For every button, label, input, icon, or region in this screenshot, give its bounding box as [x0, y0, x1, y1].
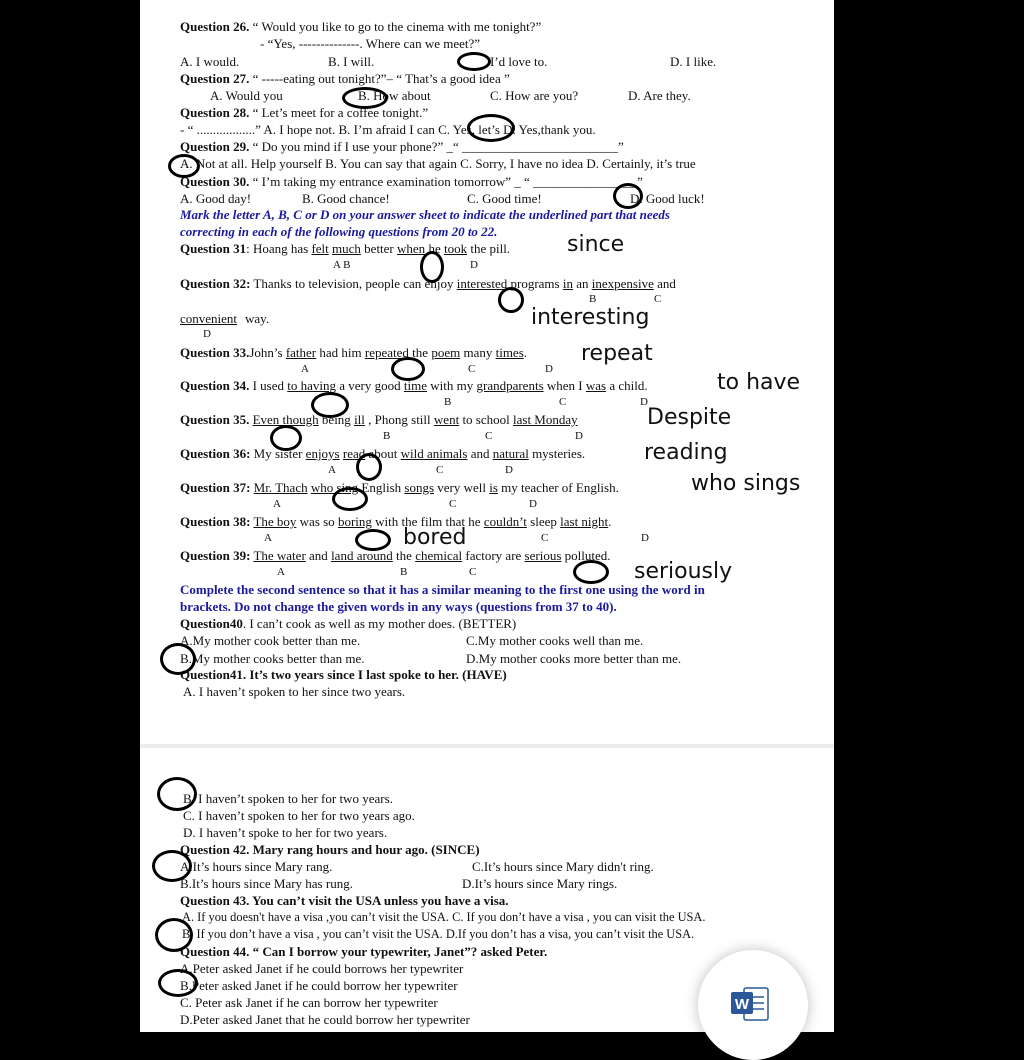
q34-handwritten-note: to have: [717, 370, 801, 395]
q26-option-a: A. I would.: [180, 54, 240, 69]
answer-circle: [168, 154, 200, 178]
instruction-1-line2: correcting in each of the following questions from 20 to 22.: [180, 224, 498, 239]
q35-stem: Question 35. Even though being ill , Phong still went to school last Monday: [180, 412, 578, 427]
q36-letter-d: D: [505, 464, 513, 476]
q38-stem: Question 38: The boy was so boring with the film that he couldn’t sleep last night.: [180, 514, 612, 529]
q30-option-d: D. Good luck!: [630, 191, 705, 206]
q35-letter-d: D: [575, 430, 583, 442]
q30-option-b: B. Good chance!: [302, 191, 390, 206]
q37-letter-d: D: [529, 498, 537, 510]
q27-option-b: B. How about: [358, 88, 431, 103]
q28-stem: Question 28. “ Let’s meet for a coffee tonight.”: [180, 105, 429, 120]
answer-circle: [391, 357, 425, 381]
q29-stem: Question 29. “ Do you mind if I use your phone?” _“ ________________________”: [180, 139, 624, 154]
q43-line3: B. If you don’t have a visa , you can’t visit the USA. D.If you don’t has a visa, you can’t visit the USA.: [182, 927, 695, 941]
q41-option-b: B. I haven’t spoken to her for two years.: [183, 791, 393, 806]
q34-letter-d: D: [640, 396, 648, 408]
answer-circle: [613, 183, 643, 209]
q39-letter-c: C: [469, 566, 477, 578]
answer-circle: [158, 969, 198, 997]
q27-stem: Question 27. “ -----eating out tonight?”– “ That’s a good idea ”: [180, 71, 510, 86]
q40-option-a: A.My mother cook better than me.: [180, 633, 361, 648]
q42-stem: Question 42. Mary rang hours and hour ago. (SINCE): [180, 842, 480, 857]
q32-letter-d: D: [203, 328, 211, 340]
q41-option-c: C. I haven’t spoken to her for two years ago.: [183, 808, 415, 823]
q34-letter-b: B: [444, 396, 452, 408]
q30-option-c: C. Good time!: [467, 191, 542, 206]
q44-stem: Question 44. “ Can I borrow your typewriter, Janet”? asked Peter.: [180, 944, 548, 959]
q32-letter-b: B: [589, 293, 597, 305]
q35-handwritten-note: Despite: [647, 405, 732, 430]
q30-stem: Question 30. “ I’m taking my entrance examination tomorrow” _ “ ________________”: [180, 174, 643, 189]
q38-letter-d: D: [641, 532, 649, 544]
q36-letter-a: A: [328, 464, 336, 476]
q42-option-d: D.It’s hours since Mary rings.: [462, 876, 618, 891]
q30-option-a: A. Good day!: [180, 191, 252, 206]
answer-circle: [152, 850, 192, 882]
q36-letter-c: C: [436, 464, 444, 476]
q32-stem: Question 32: Thanks to television, people can enjoy interested programs in an inexpensive and: [180, 276, 676, 291]
answer-circle: [270, 425, 302, 451]
q34-stem: Question 34. I used to having a very good time with my grandparents when I was a child.: [180, 378, 648, 393]
q39-letter-b: B: [400, 566, 408, 578]
q35-letter-c: C: [485, 430, 493, 442]
instruction-2-line2: brackets. Do not change the given words in any ways (questions from 37 to 40).: [180, 599, 617, 614]
q37-stem: Question 37: Mr. Thach who sing English songs very well is my teacher of English.: [180, 480, 619, 495]
q38-letter-c: C: [541, 532, 549, 544]
q27-option-d: D. Are they.: [628, 88, 691, 103]
q38-letter-a: A: [264, 532, 272, 544]
answer-circle: [573, 560, 609, 584]
q32-letter-c: C: [654, 293, 662, 305]
q43-stem: Question 43. You can’t visit the USA unless you have a visa.: [180, 893, 509, 908]
q33-stem: Question 33.John’s father had him repeated the poem many times.: [180, 345, 528, 360]
q42-option-c: C.It’s hours since Mary didn't ring.: [472, 859, 654, 874]
answer-circle: [498, 287, 524, 313]
q39-letter-a: A: [277, 566, 285, 578]
answer-circle: [356, 453, 382, 481]
q40-option-c: C.My mother cooks well than me.: [466, 633, 644, 648]
answer-circle: [157, 777, 197, 811]
answer-circle: [332, 487, 368, 511]
q36-handwritten-note: reading: [644, 440, 728, 465]
q37-letter-c: C: [449, 498, 457, 510]
q39-stem: Question 39: The water and land around the chemical factory are serious polluted.: [180, 548, 611, 563]
q31-stem: Question 31: Hoang has felt much better when he took the pill.: [180, 241, 511, 256]
answer-circle: [160, 643, 196, 675]
q34-letter-c: C: [559, 396, 567, 408]
q32-line2: convenient: [180, 311, 238, 326]
q39-handwritten-note: seriously: [634, 559, 733, 584]
q38-handwritten-note: bored: [403, 525, 467, 550]
q28-line2: - “ ..................” A. I hope not. B. I’m afraid I can C. Yes, let’s D. Yes,thank you.: [180, 122, 596, 137]
q41-option-a: A. I haven’t spoken to her since two years.: [183, 684, 406, 699]
q33-handwritten-note: repeat: [581, 341, 653, 366]
q26-option-d: D. I like.: [670, 54, 717, 69]
q44-option-a: A.Peter asked Janet if he could borrows her typewriter: [180, 961, 464, 976]
answer-circle: [457, 52, 491, 71]
q40-option-b: B.My mother cooks better than me.: [180, 651, 365, 666]
q37-handwritten-note: who sings: [691, 471, 801, 496]
q27-option-a: A. Would you: [210, 88, 283, 103]
q32-handwritten-note: interesting: [531, 305, 650, 330]
q26-stem: Question 26. “ Would you like to go to the cinema with me tonight?”: [180, 19, 542, 34]
q29-line2: A. Not at all. Help yourself B. You can say that again C. Sorry, I have no idea D. Certainly, it’s true: [180, 156, 696, 171]
q35-letter-b: B: [383, 430, 391, 442]
answer-circle: [155, 918, 193, 952]
q43-line2: A. If you doesn't have a visa ,you can’t visit the USA. C. If you don’t have a visa , you can visit the USA.: [182, 910, 706, 924]
q41-stem: Question41. It’s two years since I last spoke to her. (HAVE): [180, 667, 507, 682]
q31-letter-d: D: [470, 259, 478, 271]
q31-letters: A B: [333, 259, 351, 271]
q27-option-c: C. How are you?: [490, 88, 579, 103]
answer-circle: [467, 114, 515, 142]
q44-option-c: C. Peter ask Janet if he can borrow her typewriter: [180, 995, 438, 1010]
q40-option-d: D.My mother cooks more better than me.: [466, 651, 682, 666]
answer-circle: [311, 392, 349, 418]
answer-circle: [342, 87, 388, 109]
q26-line2: - “Yes, --------------. Where can we meet?”: [260, 36, 481, 51]
q37-letter-a: A: [273, 498, 281, 510]
q42-option-b: B.It’s hours since Mary has rung.: [180, 876, 353, 891]
q26-option-b: B. I will.: [328, 54, 375, 69]
answer-circle: [420, 251, 444, 283]
q33-letter-a: A: [301, 363, 309, 375]
word-document-icon[interactable]: [730, 986, 770, 1022]
answer-circle: [355, 529, 391, 551]
q41-option-d: D. I haven’t spoke to her for two years.: [183, 825, 388, 840]
q36-stem: Question 36: My sister enjoys read about wild animals and natural mysteries.: [180, 446, 586, 461]
q44-option-b: B.Peter asked Janet if he could borrow her typewriter: [180, 978, 458, 993]
q42-option-a: A.It’s hours since Mary rang.: [180, 859, 333, 874]
q33-letter-d: D: [545, 363, 553, 375]
instruction-2-line1: Complete the second sentence so that it has a similar meaning to the first one using the word in: [180, 582, 705, 597]
q31-handwritten-note: since: [567, 232, 625, 257]
q32-line2-rest: way.: [245, 311, 270, 326]
q26-option-c: I’d love to.: [490, 54, 548, 69]
instruction-1-line1: Mark the letter A, B, C or D on your answer sheet to indicate the underlined part that needs: [180, 207, 670, 222]
q40-stem: Question40. I can’t cook as well as my mother does. (BETTER): [180, 616, 517, 631]
q33-letter-c: C: [468, 363, 476, 375]
q44-option-d: D.Peter asked Janet that he could borrow her typewriter: [180, 1012, 470, 1027]
word-icon-label: W: [734, 996, 750, 1013]
